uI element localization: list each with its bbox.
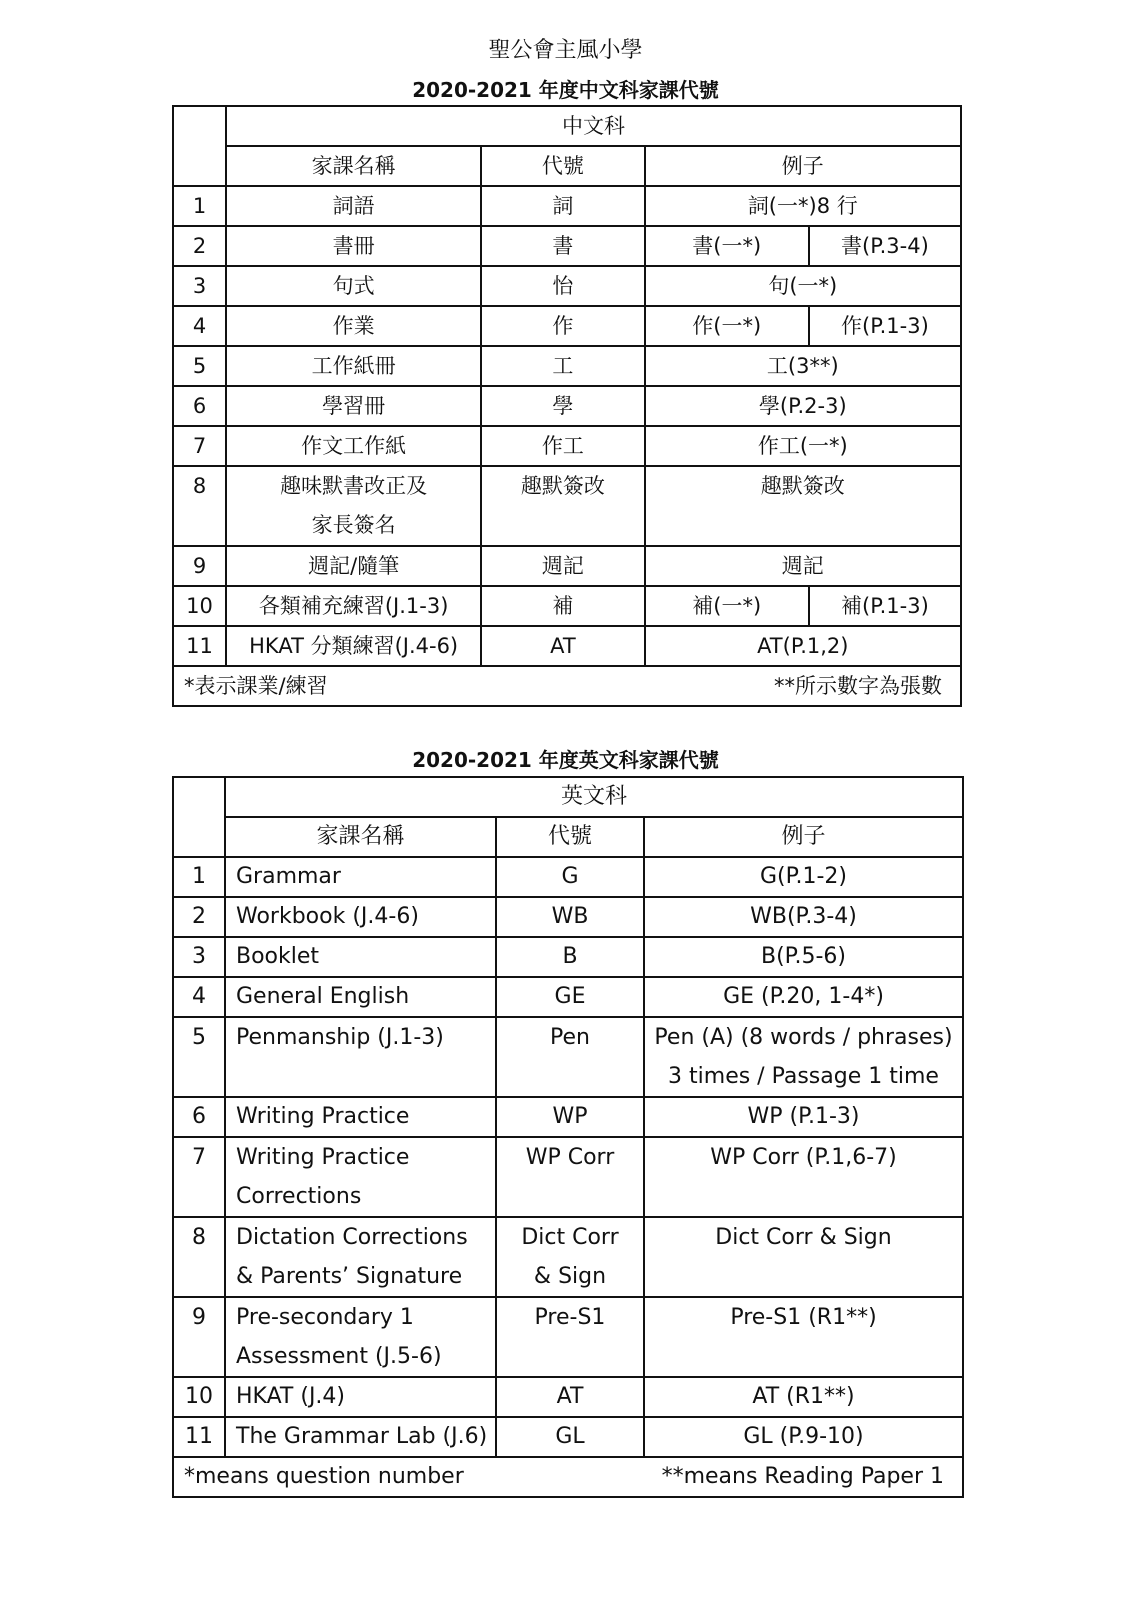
homework-example: 作工(一*) — [645, 426, 961, 466]
table-row — [173, 306, 961, 346]
homework-code — [496, 1217, 644, 1297]
homework-example — [644, 1017, 963, 1097]
chinese-table-title: 2020-2021 年度中文科家課代號 — [412, 78, 719, 102]
homework-example: 趣默簽改 — [645, 466, 961, 546]
homework-name — [225, 1297, 496, 1377]
row-number: 6 — [173, 1097, 225, 1137]
table-row — [173, 897, 963, 937]
corner-cell — [173, 106, 226, 186]
homework-name: 作業 — [226, 306, 481, 346]
homework-name-line: Assessment (J.5-6) — [236, 1344, 442, 1369]
homework-name: The Grammar Lab (J.6) — [225, 1417, 496, 1457]
row-number: 9 — [173, 546, 226, 586]
homework-name-line: & Parents’ Signature — [236, 1264, 463, 1289]
column-header-code: 代號 — [481, 146, 644, 186]
homework-example: 學(P.2-3) — [645, 386, 961, 426]
corner-cell — [173, 777, 225, 857]
footnote-left: *means question number — [184, 1464, 464, 1489]
homework-example: 作(一*) — [645, 306, 809, 346]
footnote-right: **means Reading Paper 1 — [661, 1464, 944, 1489]
homework-name — [225, 1137, 496, 1217]
column-header-example: 例子 — [644, 817, 963, 857]
homework-code: Pen — [496, 1017, 644, 1097]
column-header-code: 代號 — [496, 817, 644, 857]
homework-code: 學 — [481, 386, 644, 426]
row-number: 3 — [173, 937, 225, 977]
homework-name: 各類補充練習(J.1-3) — [226, 586, 481, 626]
homework-code: GE — [496, 977, 644, 1017]
homework-code: G — [496, 857, 644, 897]
row-number: 4 — [173, 306, 226, 346]
column-header-name: 家課名稱 — [226, 146, 481, 186]
row-number: 1 — [173, 857, 225, 897]
homework-name: 詞語 — [226, 186, 481, 226]
table-row — [173, 1097, 963, 1137]
row-number: 2 — [173, 226, 226, 266]
homework-code: WP — [496, 1097, 644, 1137]
table-row — [173, 546, 961, 586]
row-number: 7 — [173, 1137, 225, 1217]
homework-name: HKAT 分類練習(J.4-6) — [226, 626, 481, 666]
homework-name — [226, 466, 481, 546]
table-row — [173, 1377, 963, 1417]
homework-example: GE (P.20, 1-4*) — [644, 977, 963, 1017]
footnote-row — [173, 666, 961, 706]
homework-code-line: & Sign — [533, 1264, 607, 1289]
homework-example: 週記 — [645, 546, 961, 586]
row-number: 5 — [173, 346, 226, 386]
homework-name: 工作紙冊 — [226, 346, 481, 386]
homework-code: AT — [496, 1377, 644, 1417]
homework-code: WB — [496, 897, 644, 937]
row-number: 9 — [173, 1297, 225, 1377]
homework-name — [225, 1217, 496, 1297]
row-number: 7 — [173, 426, 226, 466]
row-number: 5 — [173, 1017, 225, 1097]
homework-example: GL (P.9-10) — [644, 1417, 963, 1457]
row-number: 10 — [173, 1377, 225, 1417]
homework-name: Booklet — [225, 937, 496, 977]
row-number: 8 — [173, 1217, 225, 1297]
english-homework-code-table — [172, 776, 964, 1498]
homework-name-line: 趣味默書改正及 — [280, 474, 428, 498]
homework-example: 詞(一*)8 行 — [645, 186, 961, 226]
homework-example: 作(P.1-3) — [809, 306, 961, 346]
homework-code-line: Dict Corr — [521, 1225, 619, 1250]
row-number: 4 — [173, 977, 225, 1017]
table-row — [173, 426, 961, 466]
column-header-example: 例子 — [645, 146, 961, 186]
homework-example: Pre-S1 (R1**) — [644, 1297, 963, 1377]
homework-example: 工(3**) — [645, 346, 961, 386]
homework-code: GL — [496, 1417, 644, 1457]
english-table-title: 2020-2021 年度英文科家課代號 — [412, 748, 719, 772]
homework-name: General English — [225, 977, 496, 1017]
homework-example: 書(P.3-4) — [809, 226, 961, 266]
homework-name: 週記/隨筆 — [226, 546, 481, 586]
homework-code: AT — [481, 626, 644, 666]
row-number: 1 — [173, 186, 226, 226]
school-name: 聖公會主風小學 — [488, 38, 643, 63]
homework-name: Grammar — [225, 857, 496, 897]
homework-example: 句(一*) — [645, 266, 961, 306]
homework-name-line: Writing Practice — [236, 1145, 410, 1170]
homework-code: 詞 — [481, 186, 644, 226]
subject-header: 英文科 — [225, 777, 963, 817]
homework-example: Dict Corr & Sign — [644, 1217, 963, 1297]
homework-code: 週記 — [481, 546, 644, 586]
homework-example: 補(P.1-3) — [809, 586, 961, 626]
table-row — [173, 1297, 963, 1377]
subject-header: 中文科 — [226, 106, 961, 146]
homework-example: 補(一*) — [645, 586, 809, 626]
homework-example-line: Pen (A) (8 words / phrases) — [654, 1025, 953, 1050]
table-row — [173, 386, 961, 426]
table-row — [173, 266, 961, 306]
row-number: 8 — [173, 466, 226, 546]
homework-code: Pre-S1 — [496, 1297, 644, 1377]
row-number: 6 — [173, 386, 226, 426]
chinese-homework-code-table — [172, 105, 962, 707]
row-number: 11 — [173, 626, 226, 666]
row-number: 3 — [173, 266, 226, 306]
table-row — [173, 977, 963, 1017]
homework-code: 怡 — [481, 266, 644, 306]
table-row — [173, 937, 963, 977]
homework-code: 趣默簽改 — [481, 466, 644, 546]
row-number: 10 — [173, 586, 226, 626]
table-row — [173, 1137, 963, 1217]
homework-name: Penmanship (J.1-3) — [225, 1017, 496, 1097]
homework-example: G(P.1-2) — [644, 857, 963, 897]
table-row — [173, 466, 961, 546]
homework-name-line: 家長簽名 — [311, 513, 396, 537]
homework-code: 書 — [481, 226, 644, 266]
footnote-right: **所示數字為張數 — [774, 674, 942, 698]
table-row — [173, 1417, 963, 1457]
homework-example-line: 3 times / Passage 1 time — [668, 1064, 939, 1089]
table-row — [173, 586, 961, 626]
homework-example: AT(P.1,2) — [645, 626, 961, 666]
homework-name-line: Pre-secondary 1 — [236, 1305, 414, 1330]
homework-name: 作文工作紙 — [226, 426, 481, 466]
row-number: 2 — [173, 897, 225, 937]
homework-code: 作工 — [481, 426, 644, 466]
homework-name-line: Corrections — [236, 1184, 362, 1209]
table-row — [173, 1217, 963, 1297]
footnote-left: *表示課業/練習 — [184, 674, 328, 698]
homework-name: HKAT (J.4) — [225, 1377, 496, 1417]
homework-code: WP Corr — [496, 1137, 644, 1217]
homework-name: 書冊 — [226, 226, 481, 266]
homework-code: 補 — [481, 586, 644, 626]
homework-code: 作 — [481, 306, 644, 346]
homework-name: 句式 — [226, 266, 481, 306]
homework-example: WP Corr (P.1,6-7) — [644, 1137, 963, 1217]
footnote-row — [173, 1457, 963, 1497]
homework-name-line: Dictation Corrections — [236, 1225, 468, 1250]
row-number: 11 — [173, 1417, 225, 1457]
homework-example: 書(一*) — [645, 226, 809, 266]
homework-example: B(P.5-6) — [644, 937, 963, 977]
homework-name: Workbook (J.4-6) — [225, 897, 496, 937]
homework-example: WP (P.1-3) — [644, 1097, 963, 1137]
homework-code: 工 — [481, 346, 644, 386]
table-row — [173, 626, 961, 666]
table-row — [173, 226, 961, 266]
homework-name: 學習冊 — [226, 386, 481, 426]
column-header-name: 家課名稱 — [225, 817, 496, 857]
table-row — [173, 346, 961, 386]
table-row — [173, 857, 963, 897]
homework-code: B — [496, 937, 644, 977]
homework-example: AT (R1**) — [644, 1377, 963, 1417]
homework-name: Writing Practice — [225, 1097, 496, 1137]
table-row — [173, 1017, 963, 1097]
homework-example: WB(P.3-4) — [644, 897, 963, 937]
table-row — [173, 186, 961, 226]
